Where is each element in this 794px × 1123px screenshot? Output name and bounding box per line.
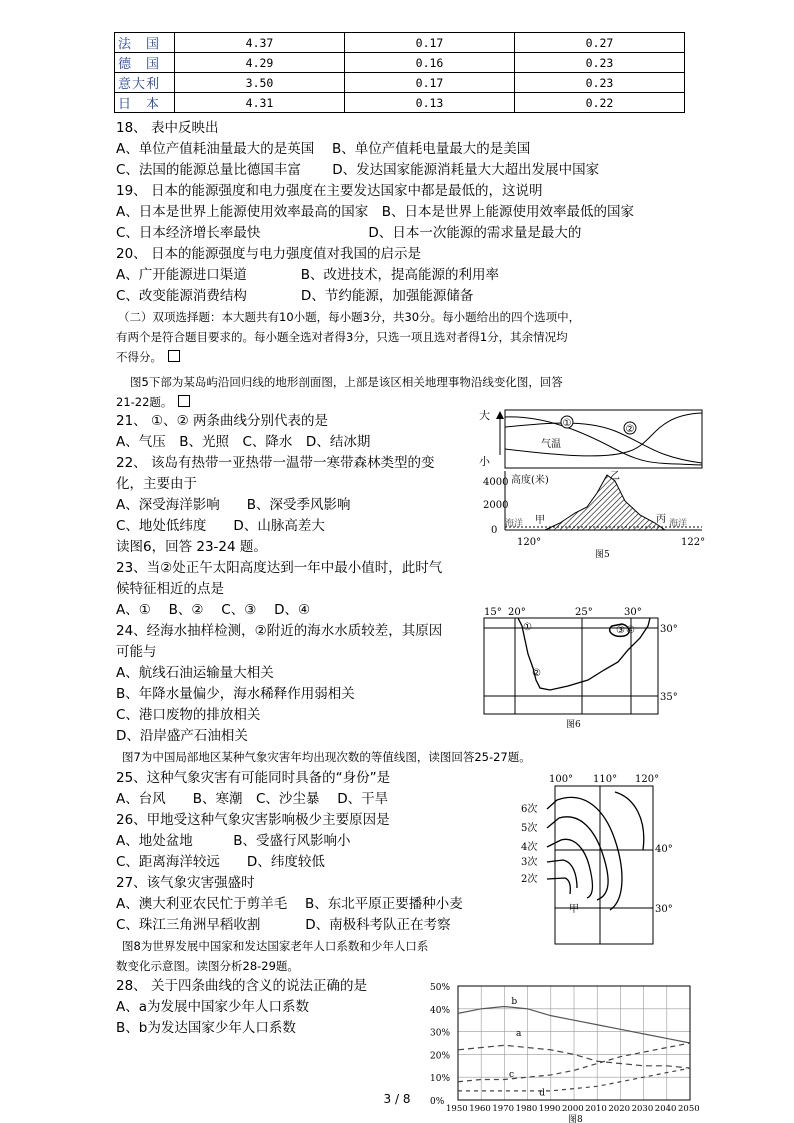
fig5-sea-left: 海洋	[505, 519, 524, 529]
q22-stem: 22、 该岛有热带一亚热带一温带一寒带森林类型的变	[116, 455, 435, 471]
q23-stem-cont: 候特征相近的点是	[116, 581, 224, 597]
fig8-y-tick: 10%	[430, 1074, 451, 1085]
fig8-y-tick: 40%	[430, 1005, 451, 1016]
fig8-x-tick: 2010	[585, 1104, 607, 1114]
fig6-lat-tick: 30°	[660, 624, 678, 635]
table-row	[115, 73, 685, 93]
value-cell: 3.50	[175, 73, 345, 93]
fig7-frame	[555, 786, 653, 944]
q19-stem: 19、 日本的能源强度和电力强度在主要发达国家中都是最低的，这说明	[116, 183, 543, 199]
q28-option-a: A、a为发展中国家少年人口系数	[116, 999, 310, 1015]
fig5-elev-tick: 0	[491, 525, 498, 536]
checkbox-icon	[178, 395, 190, 407]
fig5-y-top: 大	[479, 409, 490, 422]
q18-options-ab: A、单位产值耗油量最大的是英国 B、单位产值耗电量最大的是美国	[116, 141, 531, 157]
fig8-x-tick: 2040	[654, 1104, 677, 1114]
fig5-caption: 图5	[595, 550, 610, 560]
fig6-caption: 图6	[566, 720, 581, 730]
fig5-y-bottom: 小	[479, 455, 490, 468]
fig7-count-label: 3次	[521, 857, 538, 868]
q18-stem: 18、 表中反映出	[116, 120, 219, 136]
fig8-y-tick: 0%	[430, 1097, 445, 1107]
fig6-lon-tick: 25°	[575, 607, 593, 618]
q22-options-ab: A、深受海洋影响 B、深受季风影响	[116, 497, 351, 513]
q19-options-cd: C、日本经济增长率最快 D、日本一次能源的需求量是最大的	[116, 225, 582, 241]
figure-5-profile	[475, 405, 715, 565]
fig6-lon-tick: 20°	[508, 607, 526, 618]
fig8-x-tick: 2050	[678, 1104, 700, 1114]
fig5-arrow-icon	[496, 411, 504, 419]
fig5-intro-line2: 21-22题。	[116, 392, 190, 412]
q21-options: A、气压 B、光照 C、降水 D、结冰期	[116, 434, 371, 450]
fig7-count-label: 6次	[521, 804, 538, 815]
q24-stem: 24、经海水抽样检测，②附近的海水水质较差，其原因	[116, 623, 443, 639]
q24-option-d: D、沿岸盛产石油相关	[116, 728, 248, 744]
fig6-intro: 读图6，回答 23-24 题。	[116, 539, 267, 555]
fig5-curve2-label: ②	[625, 424, 635, 435]
value-cell: 0.13	[345, 93, 515, 113]
fig8-y-tick: 20%	[430, 1051, 451, 1062]
fig7-lon-tick: 100°	[549, 774, 574, 785]
fig7-count-label: 5次	[521, 823, 538, 834]
fig5-sea-right: 海洋	[669, 519, 688, 529]
value-cell: 0.23	[515, 53, 685, 73]
fig8-x-tick: 1950	[446, 1104, 468, 1114]
fig8-intro-line1: 图8为世界发展中国家和发达国家老年人口系数和少年人口系	[122, 939, 429, 953]
q23-options: A、① B、② C、③ D、④	[116, 602, 311, 618]
q26-options-ab: A、地处盆地 B、受盛行风影响小	[116, 833, 351, 849]
fig6-lon-tick: 15°	[484, 607, 502, 618]
value-cell: 0.16	[345, 53, 515, 73]
fig6-lon-tick: 30°	[624, 607, 642, 618]
country-cell: 日 本	[115, 93, 175, 113]
q24-option-c: C、港口废物的排放相关	[116, 707, 261, 723]
section2-line3: 不得分。	[116, 347, 180, 367]
fig5-temp-label: 气温	[541, 439, 561, 450]
value-cell: 4.29	[175, 53, 345, 73]
q22-stem-cont: 化，主要由于	[116, 476, 197, 492]
q27-options-ab: A、澳大利亚农民忙于剪羊毛 B、东北平原正要播种小麦	[116, 896, 463, 912]
fig7-count-label: 4次	[521, 842, 538, 853]
q22-options-cd: C、地处低纬度 D、山脉高差大	[116, 518, 325, 534]
value-cell: 0.23	[515, 73, 685, 93]
q25-options: A、台风 B、寒潮 C、沙尘暴 D、干旱	[116, 791, 389, 807]
checkbox-icon	[168, 350, 180, 362]
fig5-yi: 乙	[610, 471, 620, 482]
q28-stem: 28、 关于四条曲线的含义的说法正确的是	[116, 978, 367, 994]
q24-stem-cont: 可能与	[116, 644, 157, 660]
fig5-curve-2	[505, 413, 702, 456]
q19-options-ab: A、日本是世界上能源使用效率最高的国家 B、日本是世界上能源使用效率最低的国家	[116, 204, 634, 220]
fig8-curve-label: c	[509, 1070, 515, 1081]
fig8-curve-label: b	[511, 997, 518, 1008]
fig7-isoline	[615, 792, 644, 850]
fig5-curve1-label: ①	[562, 418, 572, 429]
section2-line2: 有两个是符合题目要求的。每小题全选对者得3分，只选一项且选对者得1分，其余情况均	[116, 330, 568, 344]
country-cell: 意大利	[115, 73, 175, 93]
fig6-point-2: ②	[532, 668, 541, 679]
q27-options-cd: C、珠江三角洲早稻收割 D、南极科考队正在考察	[116, 917, 451, 933]
fig8-y-tick: 50%	[430, 983, 451, 993]
fig7-intro: 图7为中国局部地区某种气象灾害年均出现次数的等值线图，读图回答25-27题。	[122, 750, 531, 764]
figure-7-isoline-map	[515, 770, 695, 945]
fig5-intro-line1: 图5下部为某岛屿沿回归线的地形剖面图，上部是该区相关地理事物沿线变化图，回答	[130, 375, 563, 389]
q18-options-cd: C、法国的能源总量比德国丰富 D、发达国家能源消耗量大大超出发展中国家	[116, 162, 600, 178]
fig6-lat-tick: 35°	[660, 692, 678, 703]
energy-table	[114, 32, 685, 113]
q24-option-a: A、航线石油运输量大相关	[116, 665, 274, 681]
table-row	[115, 93, 685, 113]
fig8-x-tick: 2030	[631, 1104, 654, 1114]
section2-line1: （二）双项选择题：本大题共有10小题，每小题3分，共30分。每小题给出的四个选项中，	[118, 310, 581, 324]
fig6-point-4: ④	[626, 625, 635, 636]
fig8-curve-label: a	[516, 1029, 522, 1040]
fig7-count-label: 2次	[521, 874, 538, 885]
fig6-point-3: ③	[616, 625, 625, 636]
country-cell: 法 国	[115, 33, 175, 53]
fig8-caption: 图8	[568, 1115, 583, 1123]
fig7-lon-tick: 110°	[593, 774, 618, 785]
fig8-x-tick: 2020	[608, 1104, 631, 1114]
fig7-isoline	[547, 860, 577, 888]
figure-6-map	[478, 606, 688, 731]
value-cell: 4.37	[175, 33, 345, 53]
q25-stem: 25、这种气象灾害有可能同时具备的“身份”是	[116, 770, 391, 786]
fig7-isoline	[547, 878, 570, 894]
fig8-curve-label: d	[539, 1088, 545, 1099]
fig7-jia: 甲	[569, 904, 579, 915]
fig7-lon-tick: 120°	[635, 774, 660, 785]
fig8-x-tick: 1990	[538, 1104, 561, 1114]
fig5-jia: 甲	[535, 515, 545, 526]
q20-options-ab: A、广开能源进口渠道 B、改进技术，提高能源的利用率	[116, 267, 499, 283]
fig5-x-tick: 120°	[517, 537, 542, 548]
q21-stem: 21、 ①、② 两条曲线分别代表的是	[116, 413, 328, 429]
fig8-intro-line2: 数变化示意图。读图分析28-29题。	[116, 959, 299, 973]
fig5-elev-tick: 4000	[483, 477, 509, 488]
fig8-y-tick: 30%	[430, 1028, 451, 1039]
q20-options-cd: C、改变能源消费结构 D、节约能源，加强能源储备	[116, 288, 474, 304]
fig5-terrain	[545, 475, 665, 530]
fig7-lat-tick: 40°	[655, 844, 673, 855]
fig5-x-tick: 122°	[681, 537, 706, 548]
q26-stem: 26、甲地受这种气象灾害影响极少主要原因是	[116, 812, 390, 828]
fig8-x-tick: 1970	[492, 1104, 515, 1114]
value-cell: 0.22	[515, 93, 685, 113]
value-cell: 4.31	[175, 93, 345, 113]
fig5-ylabel: 高度(米)	[511, 475, 549, 486]
fig7-lat-tick: 30°	[655, 904, 673, 915]
q26-options-cd: C、距离海洋较远 D、纬度较低	[116, 854, 325, 870]
q24-option-b: B、年降水量偏少，海水稀释作用弱相关	[116, 686, 355, 702]
value-cell: 0.17	[345, 73, 515, 93]
country-cell: 德 国	[115, 53, 175, 73]
fig5-bing: 丙	[656, 514, 666, 525]
page-number: 3 / 8	[383, 1092, 411, 1106]
fig6-point-1: ①	[523, 622, 532, 633]
fig8-x-tick: 2000	[562, 1104, 584, 1114]
fig8-x-tick: 1960	[469, 1104, 491, 1114]
q28-option-b: B、b为发达国家少年人口系数	[116, 1020, 296, 1036]
q27-stem: 27、该气象灾害强盛时	[116, 875, 255, 891]
fig5-elev-tick: 2000	[483, 500, 509, 511]
value-cell: 0.17	[345, 33, 515, 53]
q20-stem: 20、 日本的能源强度与电力强度值对我国的启示是	[116, 246, 421, 262]
value-cell: 0.27	[515, 33, 685, 53]
fig8-x-tick: 1980	[515, 1104, 538, 1114]
table-row	[115, 33, 685, 53]
table-row	[115, 53, 685, 73]
q23-stem: 23、当②处正午太阳高度达到一年中最小值时，此时气	[116, 560, 443, 576]
